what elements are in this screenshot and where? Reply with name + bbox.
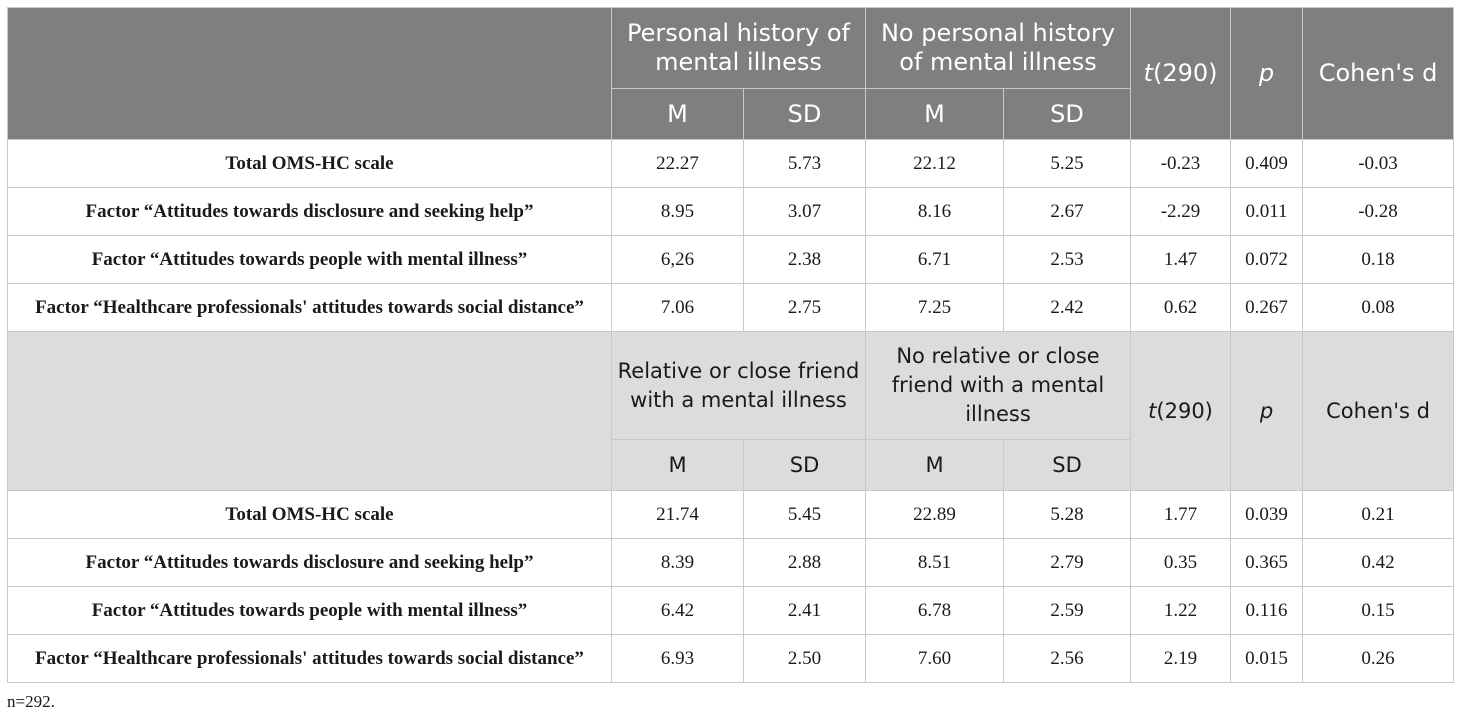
cell-m2: 6.78 xyxy=(866,587,1004,635)
table-row xyxy=(8,236,1454,284)
p-header xyxy=(1231,332,1303,491)
cell-sd1: 2.75 xyxy=(744,284,866,332)
t-letter: t xyxy=(1148,398,1157,423)
sd-header: SD xyxy=(1004,89,1131,140)
cell-p: 0.116 xyxy=(1231,587,1303,635)
cell-t: 1.22 xyxy=(1131,587,1231,635)
cell-d: 0.42 xyxy=(1303,539,1454,587)
table-row xyxy=(8,140,1454,188)
cell-sd1: 2.88 xyxy=(744,539,866,587)
cell-d: -0.03 xyxy=(1303,140,1454,188)
cell-p: 0.015 xyxy=(1231,635,1303,683)
cell-p: 0.365 xyxy=(1231,539,1303,587)
cell-t: -0.23 xyxy=(1131,140,1231,188)
row-label: Factor “Attitudes towards disclosure and seeking help” xyxy=(8,539,612,587)
cell-sd1: 2.41 xyxy=(744,587,866,635)
m-header: M xyxy=(866,89,1004,140)
cell-d: -0.28 xyxy=(1303,188,1454,236)
t-df: (290) xyxy=(1156,398,1213,423)
t-letter: t xyxy=(1143,59,1153,87)
header-row-groups xyxy=(8,8,1454,89)
table-row xyxy=(8,491,1454,539)
cell-m1: 7.06 xyxy=(612,284,744,332)
cell-m1: 22.27 xyxy=(612,140,744,188)
cell-p: 0.072 xyxy=(1231,236,1303,284)
cell-m2: 8.16 xyxy=(866,188,1004,236)
cell-t: 0.62 xyxy=(1131,284,1231,332)
row-label: Factor “Attitudes towards people with mental illness” xyxy=(8,587,612,635)
t-stat-header xyxy=(1131,8,1231,140)
cell-d: 0.08 xyxy=(1303,284,1454,332)
t-stat-header xyxy=(1131,332,1231,491)
p-letter: p xyxy=(1259,398,1274,423)
row-label: Total OMS-HC scale xyxy=(8,140,612,188)
cell-sd2: 5.28 xyxy=(1004,491,1131,539)
cell-t: 1.77 xyxy=(1131,491,1231,539)
cell-sd1: 2.50 xyxy=(744,635,866,683)
cell-sd2: 2.67 xyxy=(1004,188,1131,236)
cell-p: 0.409 xyxy=(1231,140,1303,188)
cohens-d-header: Cohen's d xyxy=(1303,332,1454,491)
sd-header: SD xyxy=(744,440,866,491)
cell-sd2: 2.59 xyxy=(1004,587,1131,635)
cell-sd1: 5.45 xyxy=(744,491,866,539)
table-row xyxy=(8,284,1454,332)
header-blank-cell xyxy=(8,8,612,140)
cell-sd2: 2.42 xyxy=(1004,284,1131,332)
cell-m1: 8.39 xyxy=(612,539,744,587)
row-label: Factor “Attitudes towards people with mental illness” xyxy=(8,236,612,284)
m-header: M xyxy=(866,440,1004,491)
cell-m1: 8.95 xyxy=(612,188,744,236)
header-row-groups xyxy=(8,332,1454,440)
cell-d: 0.26 xyxy=(1303,635,1454,683)
table-footnote: n=292. xyxy=(7,692,55,711)
t-df: (290) xyxy=(1152,59,1218,87)
cell-m1: 6.93 xyxy=(612,635,744,683)
cell-m1: 6.42 xyxy=(612,587,744,635)
group-b-header: No personal history of mental illness xyxy=(866,8,1131,89)
row-label: Factor “Healthcare professionals' attitudes towards social distance” xyxy=(8,284,612,332)
cell-d: 0.15 xyxy=(1303,587,1454,635)
cell-t: 1.47 xyxy=(1131,236,1231,284)
row-label: Factor “Healthcare professionals' attitudes towards social distance” xyxy=(8,635,612,683)
cell-p: 0.039 xyxy=(1231,491,1303,539)
cell-m2: 7.60 xyxy=(866,635,1004,683)
cell-m1: 21.74 xyxy=(612,491,744,539)
cell-m2: 22.12 xyxy=(866,140,1004,188)
header-blank-cell xyxy=(8,332,612,491)
cell-p: 0.011 xyxy=(1231,188,1303,236)
table-row xyxy=(8,635,1454,683)
row-label: Total OMS-HC scale xyxy=(8,491,612,539)
cell-t: 0.35 xyxy=(1131,539,1231,587)
cell-m1: 6,26 xyxy=(612,236,744,284)
cell-sd1: 5.73 xyxy=(744,140,866,188)
cell-sd1: 3.07 xyxy=(744,188,866,236)
table-row xyxy=(8,587,1454,635)
m-header: M xyxy=(612,89,744,140)
cell-m2: 6.71 xyxy=(866,236,1004,284)
cell-m2: 22.89 xyxy=(866,491,1004,539)
cell-sd2: 2.53 xyxy=(1004,236,1131,284)
cell-sd1: 2.38 xyxy=(744,236,866,284)
cell-sd2: 5.25 xyxy=(1004,140,1131,188)
cell-sd2: 2.56 xyxy=(1004,635,1131,683)
cell-d: 0.18 xyxy=(1303,236,1454,284)
row-label: Factor “Attitudes towards disclosure and seeking help” xyxy=(8,188,612,236)
table-row xyxy=(8,188,1454,236)
group-a-header: Relative or close friend with a mental illness xyxy=(612,332,866,440)
sd-header: SD xyxy=(1004,440,1131,491)
cell-t: 2.19 xyxy=(1131,635,1231,683)
p-letter: p xyxy=(1258,59,1275,87)
group-b-header: No relative or close friend with a mental illness xyxy=(866,332,1131,440)
cohens-d-header: Cohen's d xyxy=(1303,8,1454,140)
cell-p: 0.267 xyxy=(1231,284,1303,332)
results-table xyxy=(7,7,1454,683)
cell-m2: 8.51 xyxy=(866,539,1004,587)
sd-header: SD xyxy=(744,89,866,140)
cell-sd2: 2.79 xyxy=(1004,539,1131,587)
table-row xyxy=(8,539,1454,587)
cell-t: -2.29 xyxy=(1131,188,1231,236)
p-header xyxy=(1231,8,1303,140)
cell-d: 0.21 xyxy=(1303,491,1454,539)
group-a-header: Personal history of mental illness xyxy=(612,8,866,89)
cell-m2: 7.25 xyxy=(866,284,1004,332)
m-header: M xyxy=(612,440,744,491)
